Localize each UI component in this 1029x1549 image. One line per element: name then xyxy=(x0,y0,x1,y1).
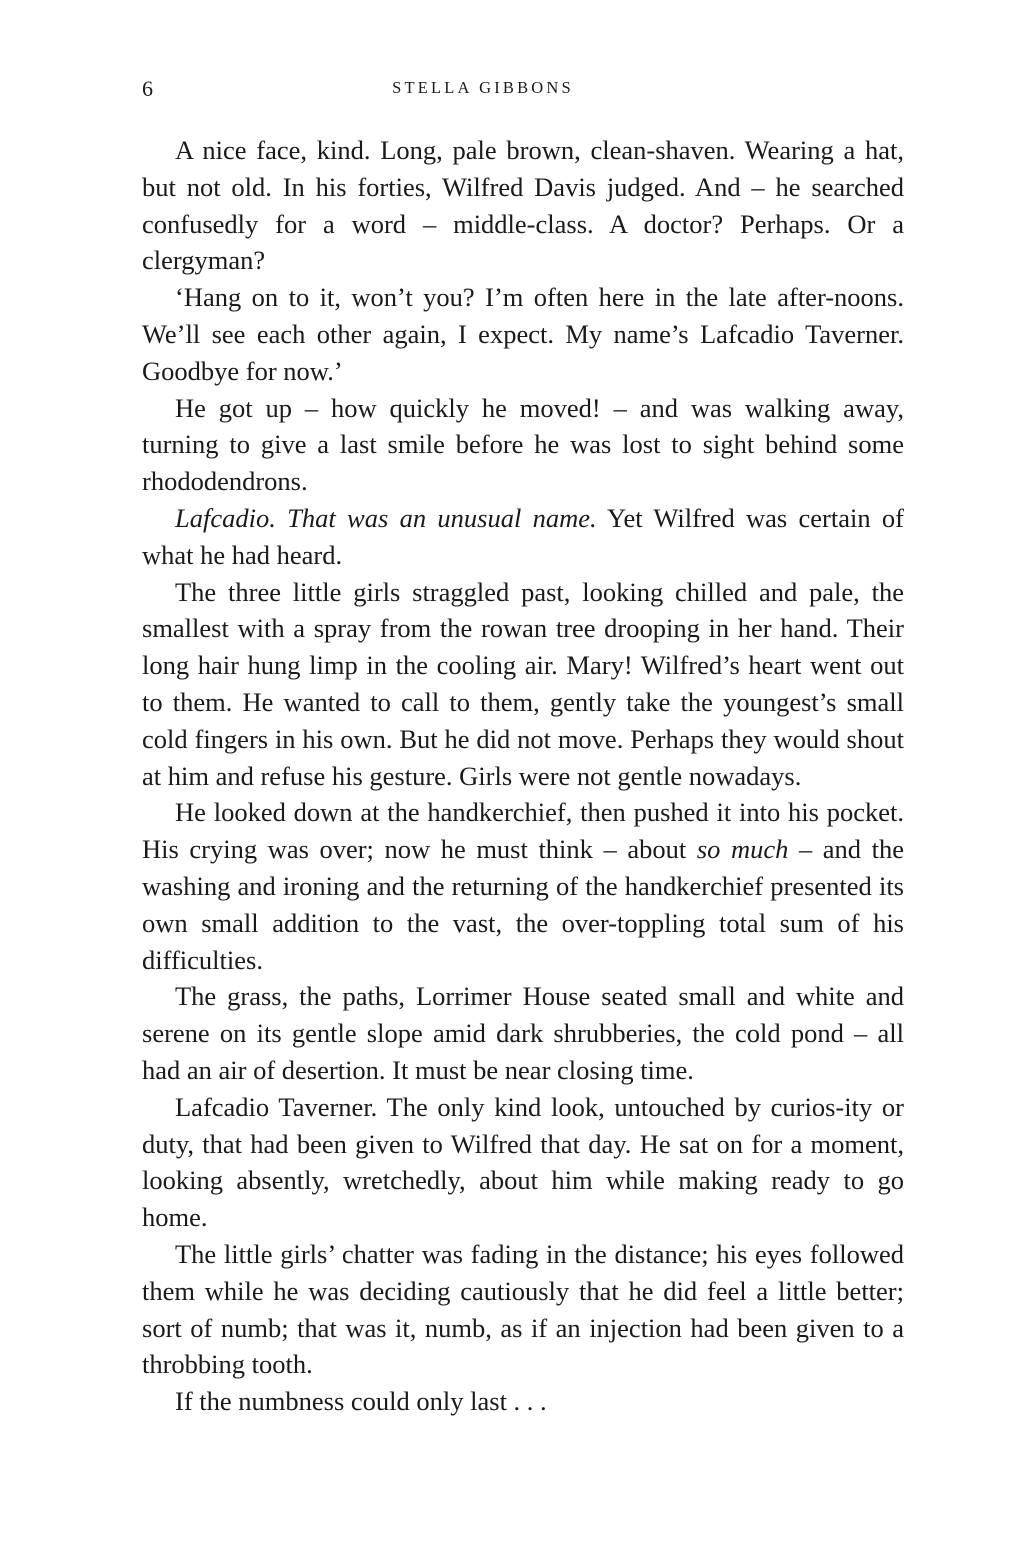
paragraph-7: The grass, the paths, Lorrimer House seated small and white and serene on its gentle slope amid dark shrubberies, the cold pond – all had an air of desertion. It must be near closing time. xyxy=(142,981,904,1085)
body-text xyxy=(142,132,904,1420)
paragraph-8: Lafcadio Taverner. The only kind look, untouched by curios-ity or duty, that had been given to Wilfred that day. He sat on for a moment, looking absently, wretchedly, about him while making ready to go home. xyxy=(142,1091,904,1233)
paragraph-6-text-before: He looked down at the handkerchief, then pushed it into his pocket. His crying was over; now he must think – about xyxy=(142,797,904,865)
paragraph-5: The three little girls straggled past, looking chilled and pale, the smallest with a spray from the rowan tree drooping in her hand. Their long hair hung limp in the cooling air. Mary! Wilfred’s heart went out to them. He wanted to call to them, gently take the youngest’s small cold fingers in his own. But he did not move. Perhaps they would shout at him and refuse his gesture. Girls were not gentle nowadays. xyxy=(142,576,904,791)
italic-phrase: so much xyxy=(696,834,789,865)
running-head xyxy=(142,72,904,106)
paragraph-1: A nice face, kind. Long, pale brown, clean-shaven. Wearing a hat, but not old. In his forties, Wilfred Davis judged. And – he searched confusedly for a word – middle-class. A doctor? Perhaps. Or a clergyman? xyxy=(142,135,904,276)
paragraph-4 xyxy=(142,500,904,574)
paragraph-6-text-after: – and the washing and ironing and the returning of the handkerchief presented its own small addition to the vast, the over-toppling total sum of his difficulties. xyxy=(142,834,904,975)
running-title: STELLA GIBBONS xyxy=(392,78,574,97)
page-number: 6 xyxy=(142,76,154,101)
paragraph-3: He got up – how quickly he moved! – and was walking away, turning to give a last smile before he was lost to sight behind some rhododendrons. xyxy=(142,392,904,497)
italic-phrase: Lafcadio. That was an unusual name. xyxy=(175,502,597,533)
paragraph-10: If the numbness could only last . . . xyxy=(175,1386,547,1417)
paragraph-9: The little girls’ chatter was fading in the distance; his eyes followed them while he was deciding cautiously that he did feel a little better; sort of numb; that was it, numb, as if an injection had been given to a throbbing tooth. xyxy=(142,1238,904,1380)
paragraph-6 xyxy=(142,794,904,978)
paragraph-4-text: Yet Wilfred was certain of what he had heard. xyxy=(142,502,904,570)
paragraph-2: ‘Hang on to it, won’t you? I’m often here in the late after-noons. We’ll see each other again, I expect. My name’s Lafcadio Taverner. Goodbye for now.’ xyxy=(142,282,904,386)
